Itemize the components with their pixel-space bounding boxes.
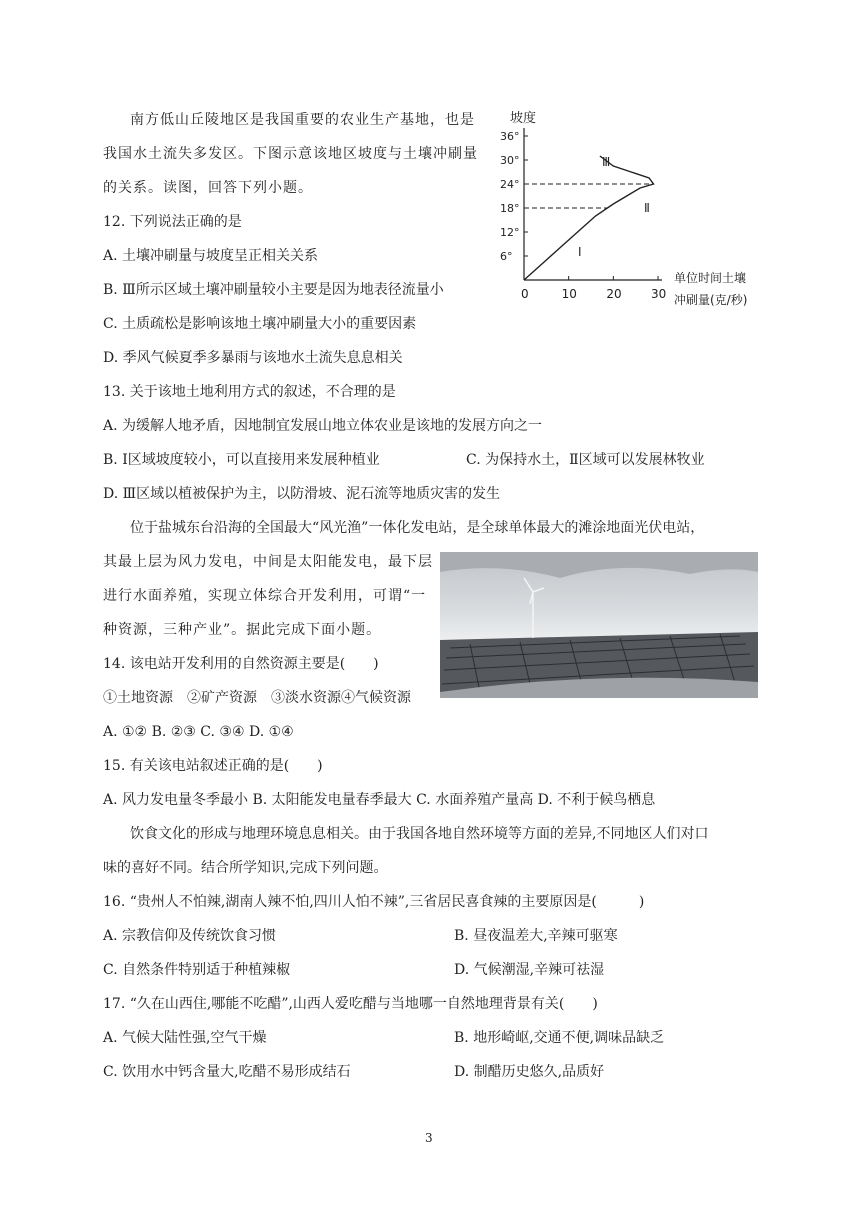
intro2-line1: 位于盐城东台沿海的全国最大“风光渔”一体化发电站，是全球单体最大的滩涂地面光伏电站， bbox=[130, 520, 705, 536]
q17-option-d: D. 制醋历史悠久,品质好 bbox=[454, 1064, 605, 1080]
y-tick-label: 36° bbox=[500, 130, 520, 143]
erosion-curve bbox=[524, 156, 654, 280]
x-tick-label: 0 bbox=[521, 287, 529, 301]
y-axis-label: 坡度 bbox=[510, 111, 537, 126]
q14-stem: 14. 该电站开发利用的自然资源主要是( ) bbox=[103, 656, 379, 672]
q16-stem: 16. “贵州人不怕辣,湖南人辣不怕,四川人怕不辣”,三省居民喜食辣的主要原因是( ) bbox=[103, 894, 645, 910]
q16-option-d: D. 气候潮湿,辛辣可祛湿 bbox=[454, 962, 605, 978]
page-number: 3 bbox=[425, 1131, 433, 1145]
intro2-line2: 其最上层为风力发电，中间是太阳能发电，最下层 bbox=[103, 554, 433, 570]
q13-option-a: A. 为缓解人地矛盾，因地制宜发展山地立体农业是该地的发展方向之一 bbox=[103, 418, 543, 434]
q12-stem: 12. 下列说法正确的是 bbox=[103, 214, 242, 230]
q17-option-c: C. 饮用水中钙含量大,吃醋不易形成结石 bbox=[103, 1064, 351, 1080]
intro1-line1: 南方低山丘陵地区是我国重要的农业生产基地，也是 bbox=[130, 112, 475, 128]
q12-option-a: A. 土壤冲刷量与坡度呈正相关关系 bbox=[103, 248, 319, 264]
y-tick-label: 18° bbox=[500, 202, 520, 215]
q13-option-c: C. 为保持水土，Ⅱ区域可以发展林牧业 bbox=[466, 452, 705, 468]
slope-erosion-chart bbox=[490, 104, 790, 314]
q17-stem: 17. “久在山西住,哪能不吃醋”,山西人爱吃醋与当地哪一自然地理背景有关( ) bbox=[103, 996, 598, 1012]
q13-stem: 13. 关于该地土地利用方式的叙述，不合理的是 bbox=[103, 384, 396, 400]
y-tick-label: 30° bbox=[500, 154, 520, 167]
intro3-line1: 饮食文化的形成与地理环境息息相关。由于我国各地自然环境等方面的差异,不同地区人们对口 bbox=[130, 826, 709, 842]
q12-option-b: B. Ⅲ所示区域土壤冲刷量较小主要是因为地表径流量小 bbox=[103, 282, 444, 298]
q17-option-a: A. 气候大陆性强,空气干燥 bbox=[103, 1030, 267, 1046]
q12-option-d: D. 季风气候夏季多暴雨与该地水土流失息息相关 bbox=[103, 350, 403, 366]
q13-option-d: D. Ⅲ区域以植被保护为主，以防滑坡、泥石流等地质灾害的发生 bbox=[103, 486, 501, 502]
q14-options: A. ①② B. ②③ C. ③④ D. ①④ bbox=[103, 724, 294, 740]
x-tick-label: 20 bbox=[606, 287, 622, 301]
q14-items: ①土地资源 ②矿产资源 ③淡水资源④气候资源 bbox=[103, 690, 411, 706]
x-tick-label: 10 bbox=[561, 287, 577, 301]
intro1-line3: 的关系。读图，回答下列小题。 bbox=[103, 180, 313, 196]
q15-options: A. 风力发电量冬季最小 B. 太阳能发电量春季最大 C. 水面养殖产量高 D. 不利于候鸟栖息 bbox=[103, 792, 656, 808]
wind-turbine-icon bbox=[524, 578, 544, 638]
y-tick-label: 24° bbox=[500, 178, 520, 191]
y-tick-label: 6° bbox=[500, 250, 513, 263]
region-label-3: Ⅲ bbox=[602, 155, 611, 169]
q13-option-b: B. Ⅰ区域坡度较小，可以直接用来发展种植业 bbox=[103, 452, 380, 468]
solar-wind-farm-photo bbox=[440, 552, 758, 698]
region-label-1: Ⅰ bbox=[578, 245, 582, 259]
q17-option-b: B. 地形崎岖,交通不便,调味品缺乏 bbox=[454, 1030, 665, 1046]
q16-option-b: B. 昼夜温差大,辛辣可驱寒 bbox=[454, 928, 618, 944]
x-tick-label: 30 bbox=[651, 287, 667, 301]
intro2-line4: 种资源，三种产业”。据此完成下面小题。 bbox=[103, 622, 382, 638]
x-axis-label-line1: 单位时间土壤 bbox=[674, 271, 747, 285]
q12-option-c: C. 土质疏松是影响该地土壤冲刷量大小的重要因素 bbox=[103, 316, 417, 332]
intro1-line2: 我国水土流失多发区。下图示意该地区坡度与土壤冲刷量 bbox=[103, 146, 478, 162]
q15-stem: 15. 有关该电站叙述正确的是( ) bbox=[103, 758, 323, 774]
x-axis-label-line2: 冲刷量(克/秒) bbox=[674, 293, 748, 307]
q16-option-c: C. 自然条件特别适于种植辣椒 bbox=[103, 962, 291, 978]
intro2-line3: 进行水面养殖，实现立体综合开发利用，可谓“一 bbox=[103, 588, 427, 604]
intro3-line2: 味的喜好不同。结合所学知识,完成下列问题。 bbox=[103, 860, 388, 876]
q16-option-a: A. 宗教信仰及传统饮食习惯 bbox=[103, 928, 277, 944]
y-tick-label: 12° bbox=[500, 226, 520, 239]
region-label-2: Ⅱ bbox=[644, 201, 650, 215]
